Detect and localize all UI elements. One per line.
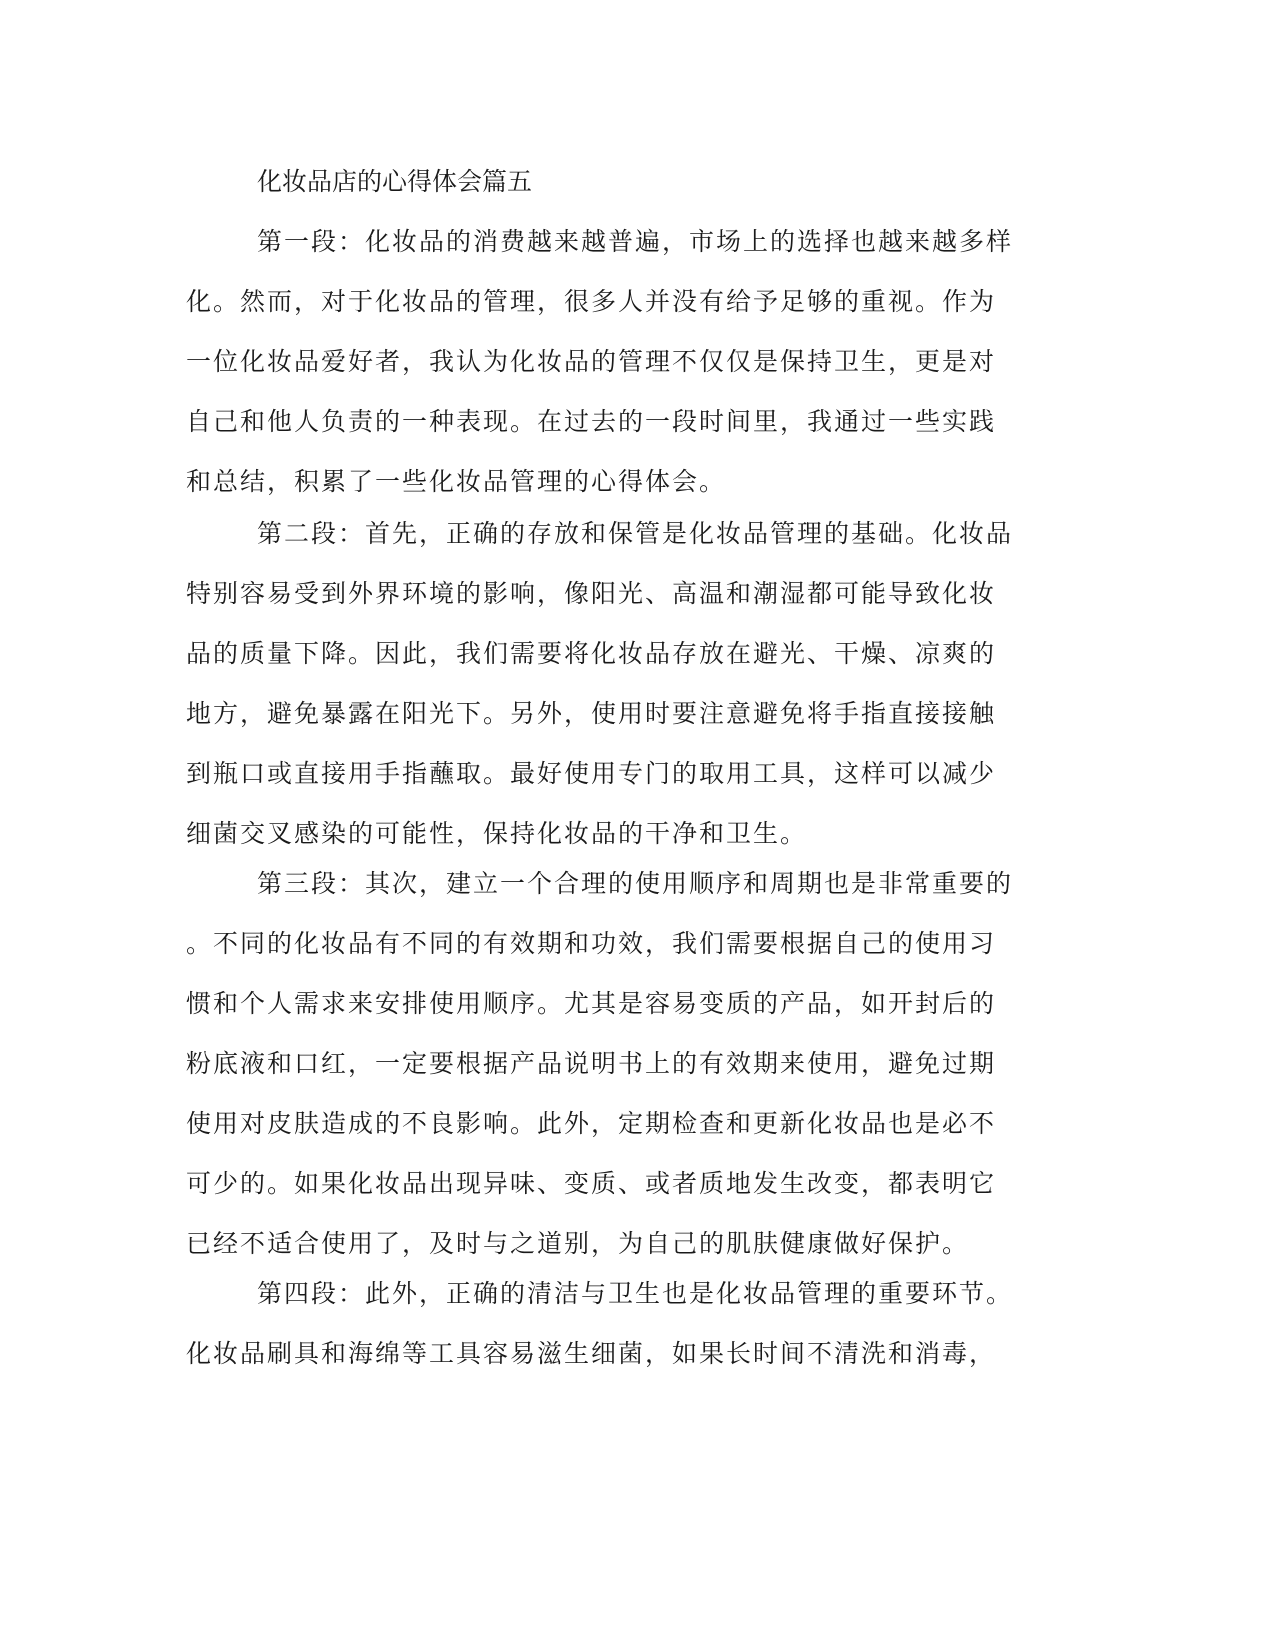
paragraph-line: 第三段：其次，建立一个合理的使用顺序和周期也是非常重要的 (257, 869, 1014, 898)
paragraph-line: 特别容易受到外界环境的影响，像阳光、高温和潮湿都可能导致化妆 (186, 579, 997, 608)
paragraph-line: 化妆品刷具和海绵等工具容易滋生细菌，如果长时间不清洗和消毒， (186, 1339, 997, 1368)
paragraph-line: 和总结，积累了一些化妆品管理的心得体会。 (186, 467, 727, 496)
paragraph-line: 第一段：化妆品的消费越来越普遍，市场上的选择也越来越多样 (257, 227, 1014, 256)
paragraph-line: 使用对皮肤造成的不良影响。此外，定期检查和更新化妆品也是必不 (186, 1109, 997, 1138)
paragraph-3 (186, 869, 1066, 1294)
paragraph-line: 化。然而，对于化妆品的管理，很多人并没有给予足够的重视。作为 (186, 287, 997, 316)
paragraph-line: 细菌交叉感染的可能性，保持化妆品的干净和卫生。 (186, 819, 808, 848)
paragraph-line: 第四段：此外，正确的清洁与卫生也是化妆品管理的重要环节。 (257, 1279, 1014, 1308)
paragraph-line: 一位化妆品爱好者，我认为化妆品的管理不仅仅是保持卫生，更是对 (186, 347, 997, 376)
paragraph-line: 可少的。如果化妆品出现异味、变质、或者质地发生改变，都表明它 (186, 1169, 997, 1198)
paragraph-line: 自己和他人负责的一种表现。在过去的一段时间里，我通过一些实践 (186, 407, 997, 436)
paragraph-4 (186, 1279, 1066, 1404)
paragraph-line: 已经不适合使用了，及时与之道别，为自己的肌肤健康做好保护。 (186, 1229, 970, 1258)
paragraph-line: 到瓶口或直接用手指蘸取。最好使用专门的取用工具，这样可以减少 (186, 759, 997, 788)
paragraph-line: 惯和个人需求来安排使用顺序。尤其是容易变质的产品，如开封后的 (186, 989, 997, 1018)
paragraph-2 (186, 519, 1066, 884)
paragraph-line: 品的质量下降。因此，我们需要将化妆品存放在避光、干燥、凉爽的 (186, 639, 997, 668)
paragraph-line: 粉底液和口红，一定要根据产品说明书上的有效期来使用，避免过期 (186, 1049, 997, 1078)
paragraph-1 (186, 227, 1066, 532)
paragraph-line: 。不同的化妆品有不同的有效期和功效，我们需要根据自己的使用习 (186, 929, 997, 958)
paragraph-line: 地方，避免暴露在阳光下。另外，使用时要注意避免将手指直接接触 (186, 699, 997, 728)
document-title: 化妆品店的心得体会篇五 (257, 167, 533, 196)
paragraph-line: 第二段：首先，正确的存放和保管是化妆品管理的基础。化妆品 (257, 519, 1014, 548)
